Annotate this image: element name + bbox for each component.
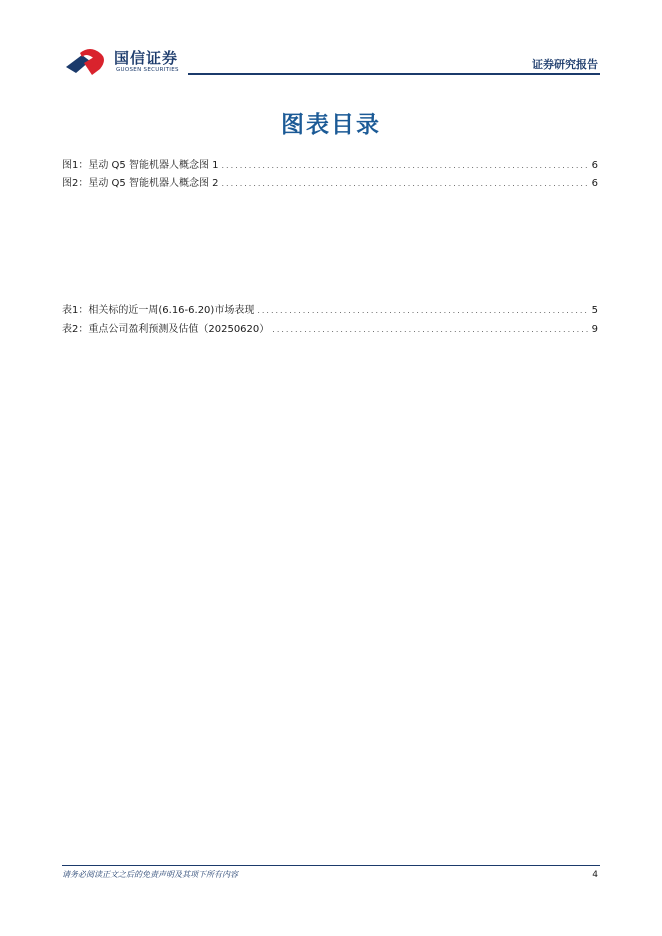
toc-figure-text: 星动 Q5 智能机器人概念图 2 (88, 178, 219, 189)
logo-english-name: GUOSEN SECURITIES (116, 67, 179, 73)
toc-figure-label: 图2： (62, 178, 89, 189)
toc-table-label: 表2： (62, 324, 89, 335)
toc-leader-dots (222, 161, 589, 170)
guosen-logo-icon (64, 47, 110, 77)
logo-chinese-name: 国信证券 (114, 49, 179, 67)
toc-leader-dots (272, 325, 588, 334)
page-title: 图表目录 (281, 112, 381, 138)
toc-figure-entry[interactable] (62, 174, 598, 188)
report-type-label: 证券研究报告 (532, 58, 598, 71)
toc-table-entry[interactable] (62, 320, 598, 334)
toc-leader-dots (222, 179, 589, 188)
toc-figure-page: 6 (591, 160, 598, 171)
toc-figure-label: 图1： (62, 160, 89, 171)
toc-figure-page: 6 (591, 178, 598, 189)
toc-table-page: 9 (591, 324, 598, 335)
footer-divider (62, 865, 600, 866)
toc-leader-dots (257, 306, 588, 315)
toc-table-text: 重点公司盈利预测及估值（20250620） (88, 324, 270, 335)
toc-table-page: 5 (591, 305, 598, 316)
toc-table-text: 相关标的近一周(6.16-6.20)市场表现 (88, 305, 255, 316)
page-number: 4 (592, 870, 598, 880)
header-divider (188, 73, 600, 75)
toc-table-label: 表1： (62, 305, 89, 316)
footer-disclaimer: 请务必阅读正文之后的免责声明及其项下所有内容 (62, 870, 238, 879)
toc-figure-entry[interactable] (62, 156, 598, 170)
guosen-logo (64, 47, 184, 77)
toc-table-entry[interactable] (62, 301, 598, 315)
toc-figure-text: 星动 Q5 智能机器人概念图 1 (88, 160, 219, 171)
